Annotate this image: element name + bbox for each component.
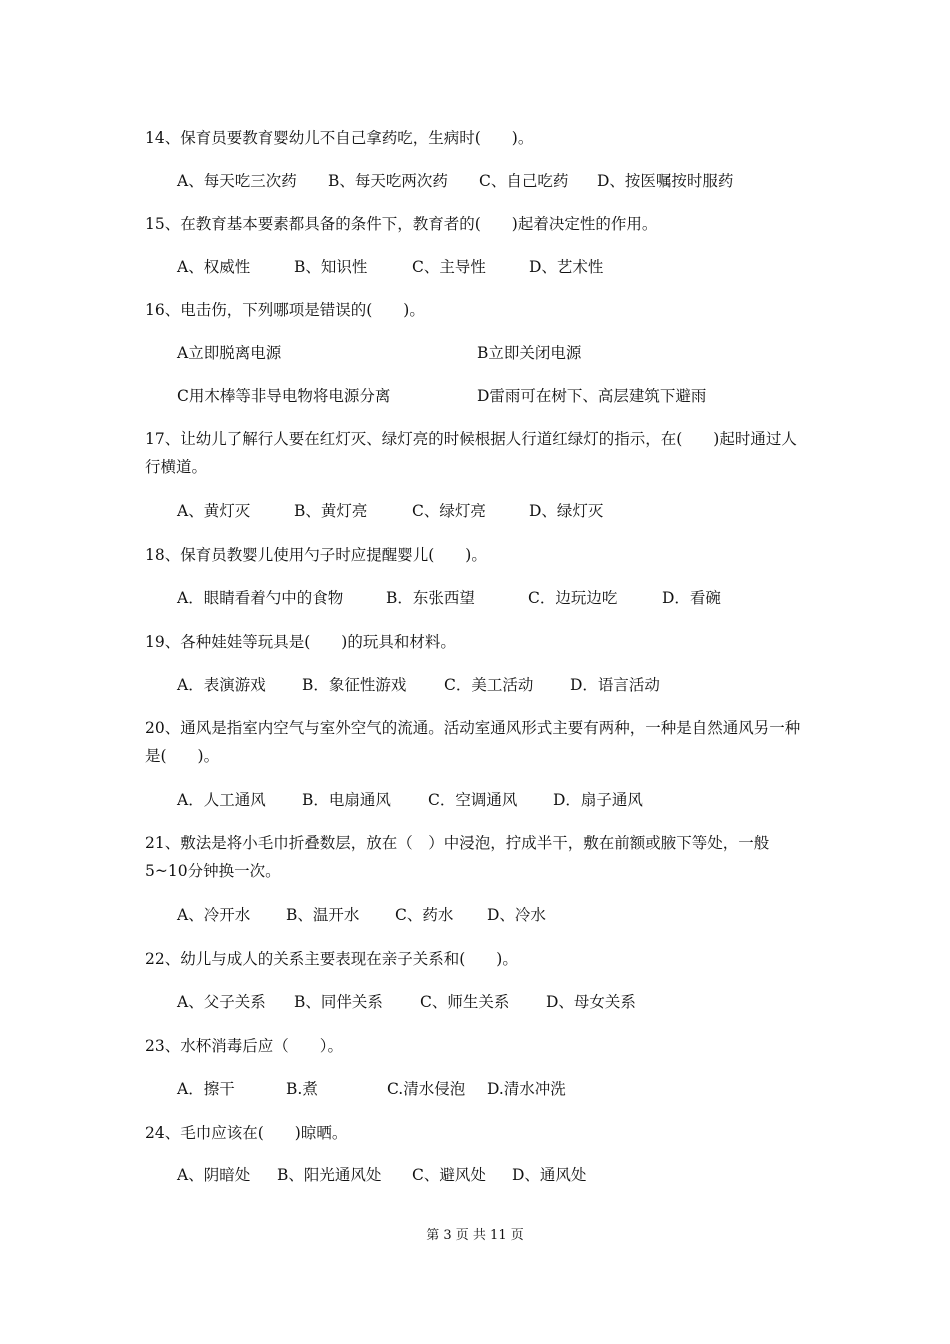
options-15 xyxy=(177,255,603,279)
option-d: D.清水冲洗 xyxy=(487,1080,566,1098)
question-16: 16、电击伤，下列哪项是错误的( )。 xyxy=(145,301,425,319)
question-19: 19、各种娃娃等玩具是( )的玩具和材料。 xyxy=(145,633,456,651)
option-b: B、同伴关系 xyxy=(294,993,383,1011)
option-c: C、避风处 xyxy=(412,1166,486,1184)
question-21: 21、敷法是将小毛巾折叠数层，放在（ ）中浸泡，拧成半干，敷在前额或腋下等处，一般5~10分钟换一次。 xyxy=(145,834,770,880)
option-d: D．看碗 xyxy=(662,589,721,607)
options-19 xyxy=(177,673,660,697)
option-d: D．语言活动 xyxy=(570,676,660,694)
option-a: A、阴暗处 xyxy=(177,1166,251,1184)
question-14: 14、保育员要教育婴幼儿不自己拿药吃，生病时( )。 xyxy=(145,129,534,147)
options-16-row2 xyxy=(177,384,706,408)
option-c: C、药水 xyxy=(395,906,454,924)
option-d: D、通风处 xyxy=(512,1166,587,1184)
option-d: D、母女关系 xyxy=(546,993,636,1011)
option-d: D雷雨可在树下、高层建筑下避雨 xyxy=(477,387,707,405)
option-d: D、绿灯灭 xyxy=(529,502,604,520)
option-b: B．东张西望 xyxy=(386,589,475,607)
question-17: 17、让幼儿了解行人要在红灯灭、绿灯亮的时候根据人行道红绿灯的指示，在( )起时通过人行横道。 xyxy=(145,430,797,476)
option-c: C、自己吃药 xyxy=(479,172,569,190)
options-22 xyxy=(177,990,636,1014)
option-b: B、每天吃两次药 xyxy=(328,172,448,190)
question-24: 24、毛巾应该在( )晾晒。 xyxy=(145,1124,348,1142)
option-c: C、师生关系 xyxy=(420,993,510,1011)
option-a: A．表演游戏 xyxy=(177,676,266,694)
option-b: B.煮 xyxy=(286,1080,318,1098)
option-a: A．眼睛看着勺中的食物 xyxy=(177,589,344,607)
option-c: C．空调通风 xyxy=(428,791,518,809)
option-a: A、父子关系 xyxy=(177,993,266,1011)
question-18: 18、保育员教婴儿使用勺子时应提醒婴儿( )。 xyxy=(145,546,487,564)
options-21 xyxy=(177,903,546,927)
option-d: D、冷水 xyxy=(487,906,546,924)
option-c: C用木棒等非导电物将电源分离 xyxy=(177,387,391,405)
option-d: D、艺术性 xyxy=(529,258,604,276)
option-a: A、黄灯灭 xyxy=(177,502,251,520)
options-24 xyxy=(177,1163,586,1187)
option-c: C.清水侵泡 xyxy=(387,1080,466,1098)
option-b: B、知识性 xyxy=(294,258,368,276)
option-b: B、黄灯亮 xyxy=(294,502,368,520)
option-b: B、阳光通风处 xyxy=(277,1166,382,1184)
option-a: A、权威性 xyxy=(177,258,251,276)
option-b: B．电扇通风 xyxy=(302,791,391,809)
options-14 xyxy=(177,169,733,193)
question-23: 23、水杯消毒后应（ ）。 xyxy=(145,1037,343,1055)
question-15: 15、在教育基本要素都具备的条件下，教育者的( )起着决定性的作用。 xyxy=(145,215,658,233)
page-footer: 第 3 页 共 11 页 xyxy=(426,1228,524,1243)
option-c: C．边玩边吃 xyxy=(528,589,618,607)
option-c: C、绿灯亮 xyxy=(412,502,486,520)
option-d: D、按医嘱按时服药 xyxy=(597,172,734,190)
option-a: A、冷开水 xyxy=(177,906,251,924)
option-b: B立即关闭电源 xyxy=(477,344,582,362)
option-b: B．象征性游戏 xyxy=(302,676,407,694)
options-17 xyxy=(177,499,603,523)
option-c: C、主导性 xyxy=(412,258,486,276)
question-20: 20、通风是指室内空气与室外空气的流通。活动室通风形式主要有两种，一种是自然通风另一种是( )。 xyxy=(145,719,801,765)
option-b: B、温开水 xyxy=(286,906,360,924)
option-a: A．擦干 xyxy=(177,1080,235,1098)
options-20 xyxy=(177,788,643,812)
question-22: 22、幼儿与成人的关系主要表现在亲子关系和( )。 xyxy=(145,950,518,968)
options-16-row1 xyxy=(177,341,581,365)
option-a: A、每天吃三次药 xyxy=(177,172,297,190)
option-a: A．人工通风 xyxy=(177,791,266,809)
options-18 xyxy=(177,586,721,610)
option-c: C．美工活动 xyxy=(444,676,534,694)
option-d: D．扇子通风 xyxy=(553,791,643,809)
options-23 xyxy=(177,1077,566,1101)
option-a: A立即脱离电源 xyxy=(177,344,282,362)
